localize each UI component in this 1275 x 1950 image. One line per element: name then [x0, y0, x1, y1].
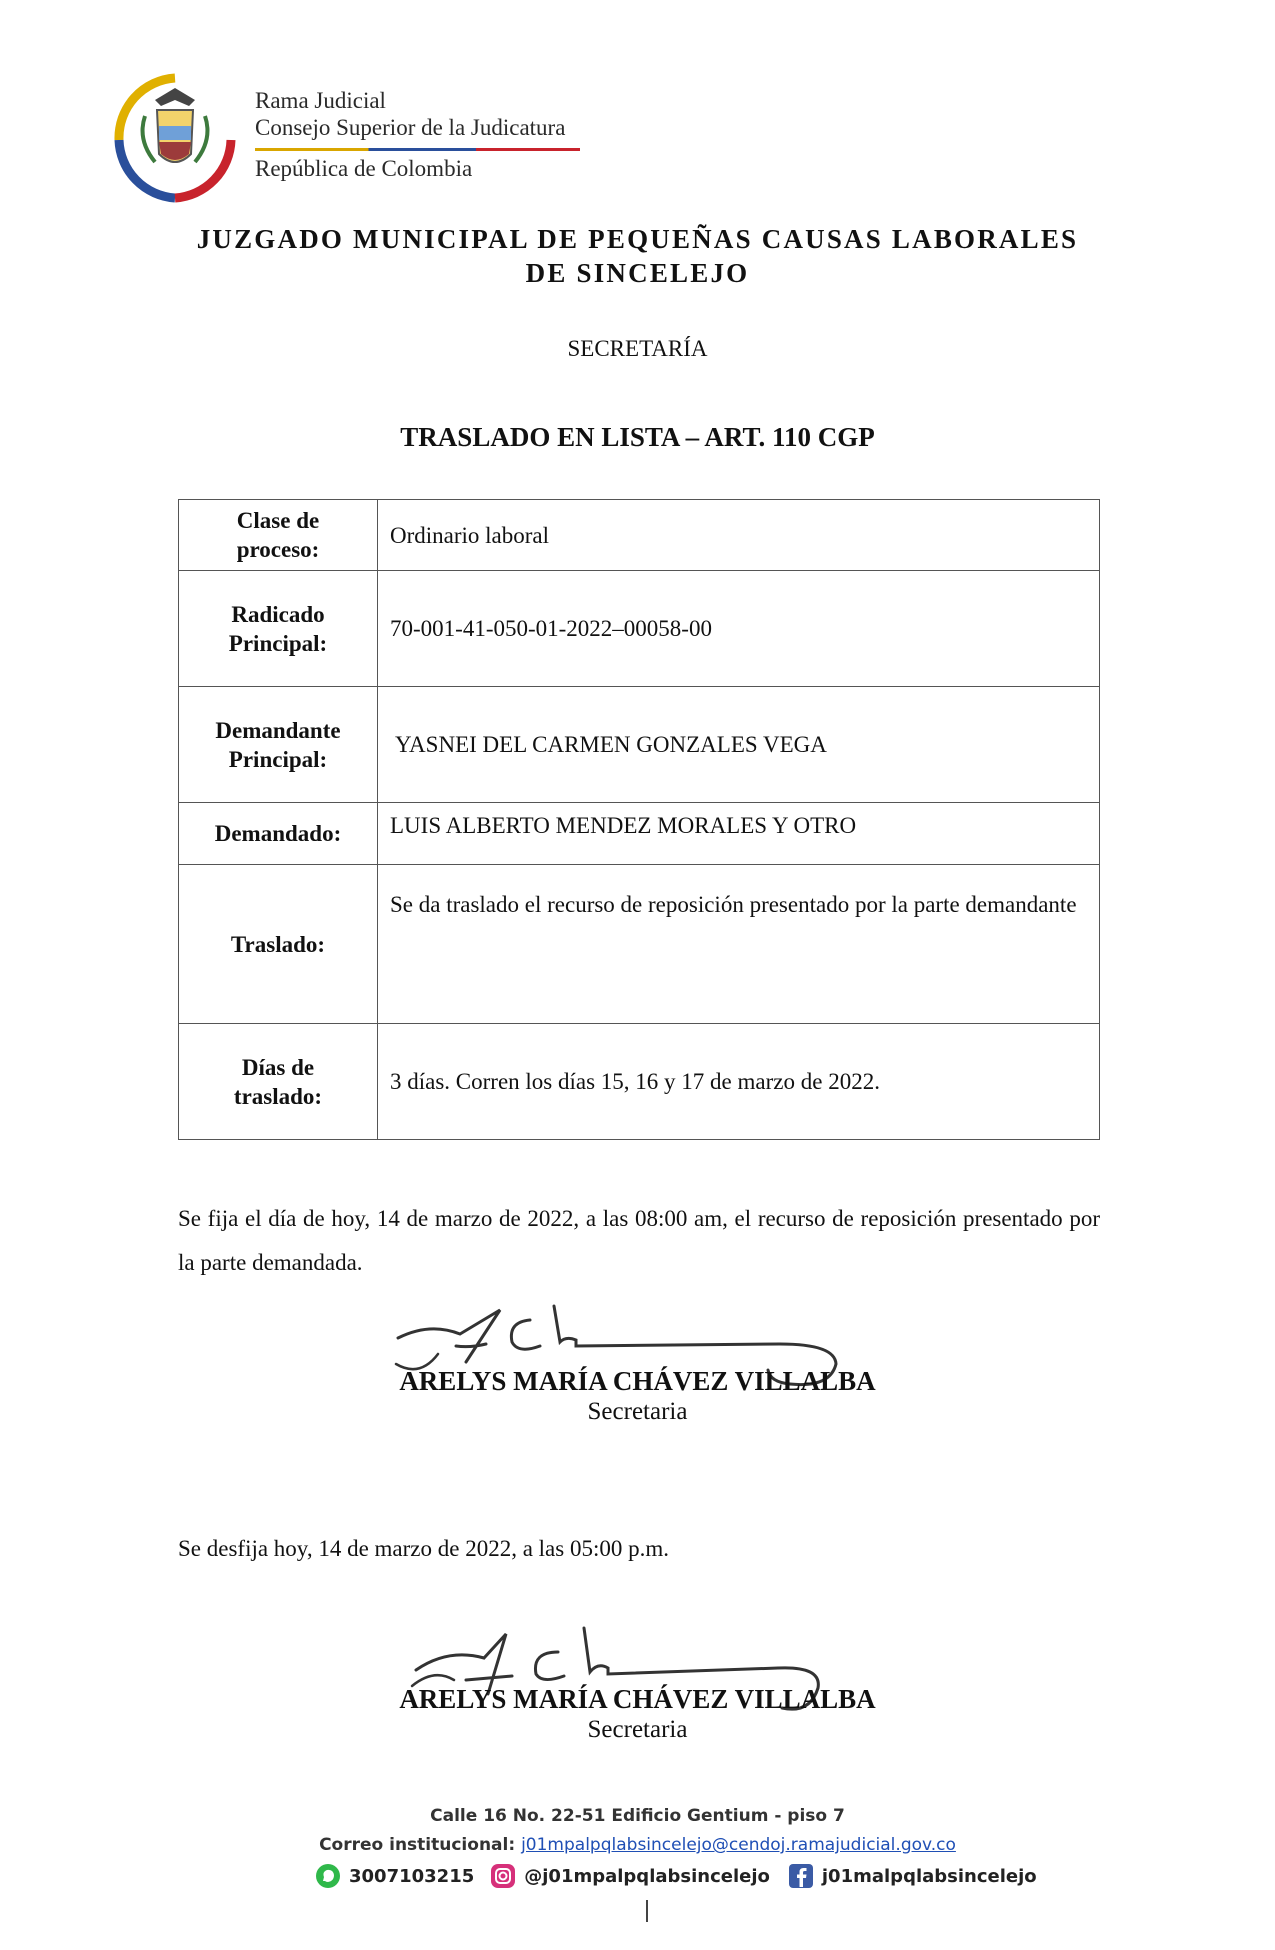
- page-mark: [646, 1900, 648, 1922]
- table-row: [179, 571, 1100, 687]
- document-title: TRASLADO EN LISTA – ART. 110 CGP: [400, 422, 875, 452]
- rama-judicial-logo: [105, 70, 605, 205]
- signatory-name: ARELYS MARÍA CHÁVEZ VILLALBA: [399, 1684, 876, 1714]
- logo-line-3: República de Colombia: [255, 156, 473, 181]
- whatsapp-number: 3007103215: [349, 1865, 475, 1887]
- desfijacion-paragraph: Se desfija hoy, 14 de marzo de 2022, a las 05:00 p.m.: [178, 1536, 669, 1561]
- row-label: Días de traslado:: [179, 1024, 378, 1140]
- fijacion-paragraph: Se fija el día de hoy, 14 de marzo de 2022, a las 08:00 am, el recurso de reposición presentado por la parte demandada.: [178, 1206, 1100, 1275]
- table-row: [179, 687, 1100, 803]
- email-label: Correo institucional:: [319, 1835, 516, 1855]
- table-row: [179, 803, 1100, 865]
- logo-tricolor-rule: [255, 148, 580, 151]
- email-link[interactable]: j01mpalpqlabsincelejo@cendoj.ramajudicial.gov.co: [521, 1835, 956, 1855]
- table-row: [179, 865, 1100, 1024]
- row-value: YASNEI DEL CARMEN GONZALES VEGA: [378, 687, 1100, 803]
- facebook-handle[interactable]: j01malpqlabsincelejo: [821, 1865, 1037, 1887]
- row-value: Ordinario laboral: [378, 500, 1100, 571]
- court-title-line-1: JUZGADO MUNICIPAL DE PEQUEÑAS CAUSAS LABORALES: [196, 224, 1079, 254]
- instagram-icon: [490, 1863, 516, 1889]
- row-value: 3 días. Corren los días 15, 16 y 17 de marzo de 2022.: [378, 1024, 1100, 1140]
- row-label: Demandante Principal:: [179, 687, 378, 803]
- court-title: [150, 222, 1125, 290]
- case-info-table: [178, 499, 1100, 1140]
- row-label: Clase de proceso:: [179, 500, 378, 571]
- facebook-icon: [788, 1863, 814, 1889]
- row-value: LUIS ALBERTO MENDEZ MORALES Y OTRO: [378, 803, 1100, 865]
- instagram-handle[interactable]: @j01mpalpqlabsincelejo: [524, 1865, 770, 1887]
- footer-contacts: [315, 1863, 1037, 1889]
- logo-line-1: Rama Judicial: [255, 88, 386, 113]
- department-label: SECRETARÍA: [567, 336, 708, 361]
- coat-of-arms-icon: [105, 70, 245, 205]
- footer-address: Calle 16 No. 22-51 Edificio Gentium - piso 7: [430, 1806, 845, 1826]
- table-row: [179, 1024, 1100, 1140]
- row-label: Radicado Principal:: [179, 571, 378, 687]
- signatory-name: ARELYS MARÍA CHÁVEZ VILLALBA: [399, 1366, 876, 1396]
- court-title-line-2: DE SINCELEJO: [525, 258, 750, 288]
- signatory-role: Secretaria: [587, 1716, 688, 1743]
- footer-email-line: [150, 1835, 1125, 1855]
- table-row: [179, 500, 1100, 571]
- row-value: 70-001-41-050-01-2022–00058-00: [378, 571, 1100, 687]
- row-label: Traslado:: [179, 865, 378, 1024]
- whatsapp-icon: [315, 1863, 341, 1889]
- logo-line-2: Consejo Superior de la Judicatura: [255, 115, 566, 140]
- row-label: Demandado:: [179, 803, 378, 865]
- row-value: Se da traslado el recurso de reposición presentado por la parte demandante: [378, 865, 1100, 1024]
- signatory-role: Secretaria: [587, 1398, 688, 1425]
